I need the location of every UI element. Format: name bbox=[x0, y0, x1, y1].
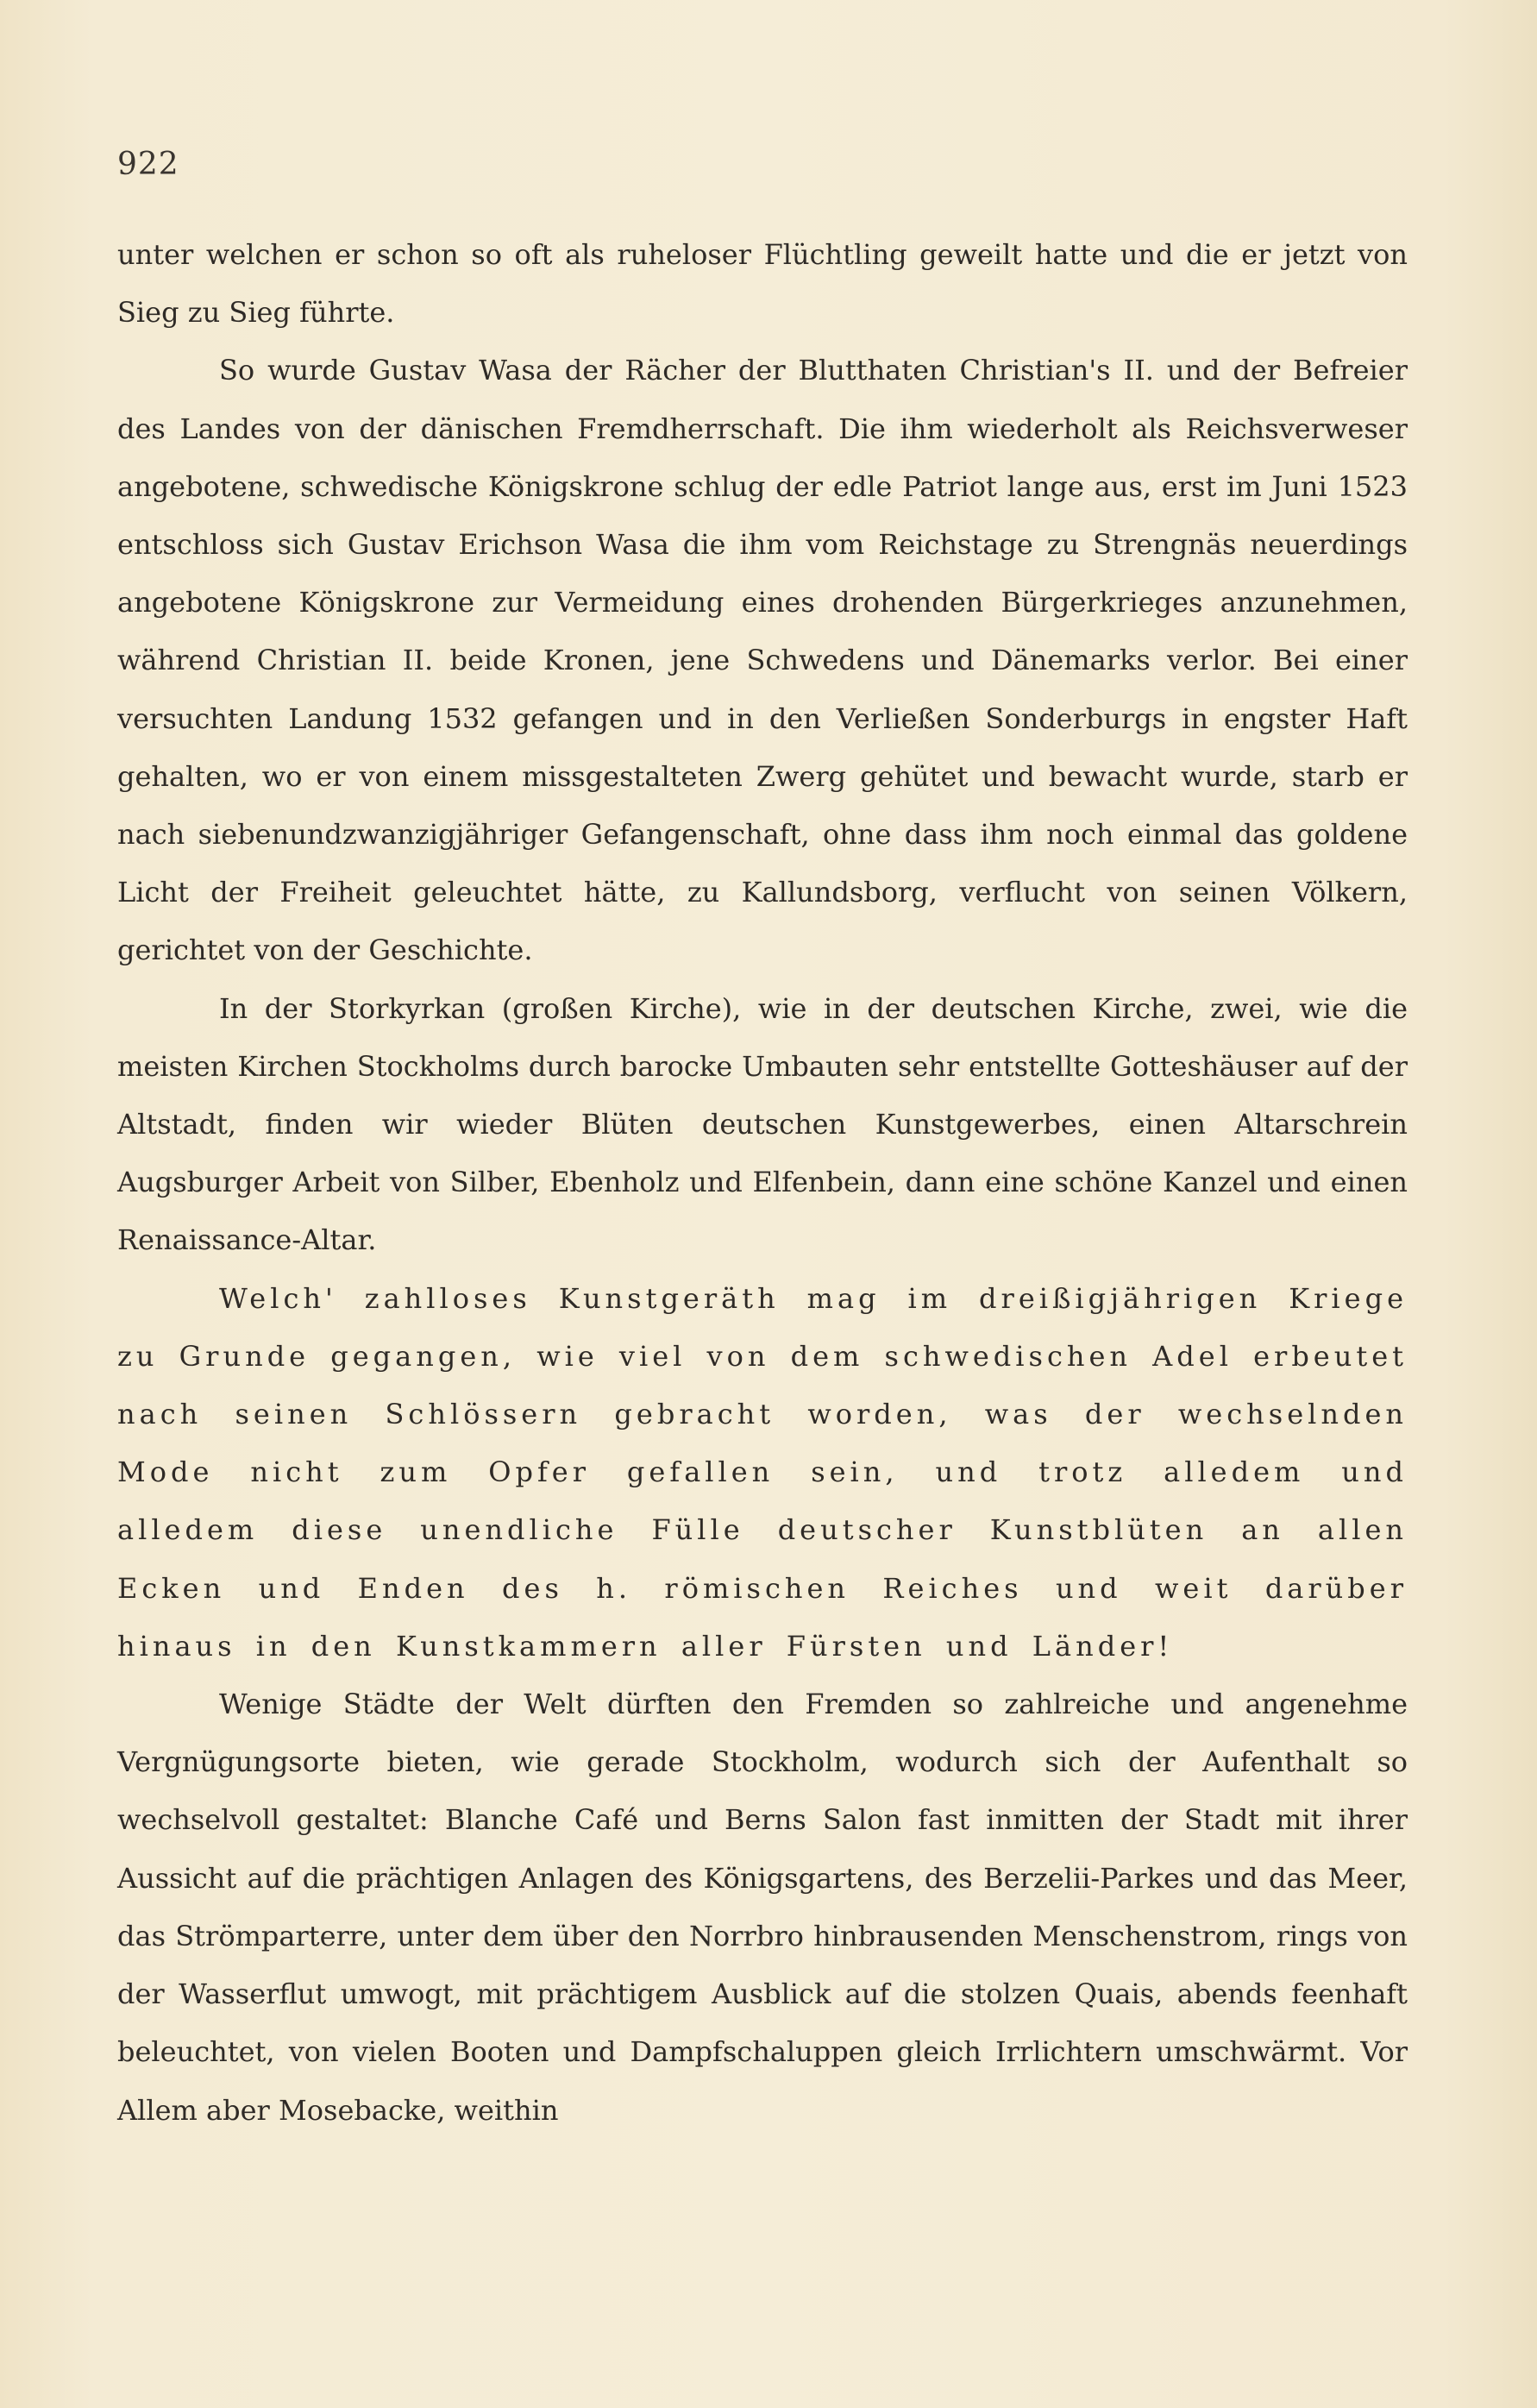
paragraph-1: unter welchen er schon so oft als ruheloser Flüchtling geweilt hatte und die er jetzt von Sieg zu Sieg führte. bbox=[117, 238, 1408, 330]
paragraph-3: In der Storkyrkan (großen Kirche), wie in der deutschen Kirche, zwei, wie die meisten Kirchen Stockholms durch barocke Umbauten sehr entstellte Gotteshäuser auf der Altstadt, finden wir wieder Blüten deutschen Kunstgewerbes, einen Altarschrein Augsburger Arbeit von Silber, Ebenholz und Elfenbein, dann eine schöne Kanzel und einen Renaissance-Altar. bbox=[117, 991, 1408, 1257]
paragraph-5: Wenige Städte der Welt dürften den Fremden so zahlreiche und angenehme Vergnügungsorte bieten, wie gerade Stockholm, wodurch sich der Aufenthalt so wechselvoll gestaltet: Blanche Café und Berns Salon fast inmitten der Stadt mit ihrer Aussicht auf die prächtigen Anlagen des Königsgartens, des Berzelii-Parkes und das Meer, das Strömparterre, unter dem über den Norrbro hinbrausenden Menschenstrom, rings von der Wasserflut umwogt, mit prächtigem Ausblick auf die stolzen Quais, abends feenhaft beleuchtet, von vielen Booten und Dampfschaluppen gleich Irrlichtern umschwärmt. Vor Allem aber Mosebacke, weithin bbox=[117, 1688, 1408, 2127]
paragraph-4-spaced: Welch' zahlloses Kunstgeräth mag im dreißigjährigen Kriege zu Grunde gegangen, wie viel von dem schwedischen Adel erbeutet nach seinen Schlössern gebracht worden, was der wechselnden Mode nicht zum Opfer gefallen sein, und trotz alledem und alledem diese unendliche Fülle deutscher Kunstblüten an allen Ecken und Enden des h. römischen Reiches und weit darüber hinaus in den Kunstkammern aller Fürsten und Länder! bbox=[117, 1281, 1408, 1663]
body-text bbox=[117, 226, 1408, 2140]
paragraph-2: So wurde Gustav Wasa der Rächer der Blutthaten Christian's II. und der Befreier des Landes von der dänischen Fremdherrschaft. Die ihm wiederholt als Reichsverweser angebotene, schwedische Königskrone schlug der edle Patriot lange aus, erst im Juni 1523 entschloss sich Gustav Erichson Wasa die ihm vom Reichstage zu Strengnäs neuerdings angebotene Königskrone zur Vermeidung eines drohenden Bürgerkrieges anzunehmen, während Christian II. beide Kronen, jene Schwedens und Dänemarks verlor. Bei einer versuchten Landung 1532 gefangen und in den Verließen Sonderburgs in engster Haft gehalten, wo er von einem missgestalteten Zwerg gehütet und bewacht wurde, starb er nach siebenundzwanzigjähriger Gefangenschaft, ohne dass ihm noch einmal das goldene Licht der Freiheit geleuchtet hätte, zu Kallundsborg, verflucht von seinen Völkern, gerichtet von der Geschichte. bbox=[117, 354, 1408, 967]
page-number: 922 bbox=[117, 147, 179, 182]
